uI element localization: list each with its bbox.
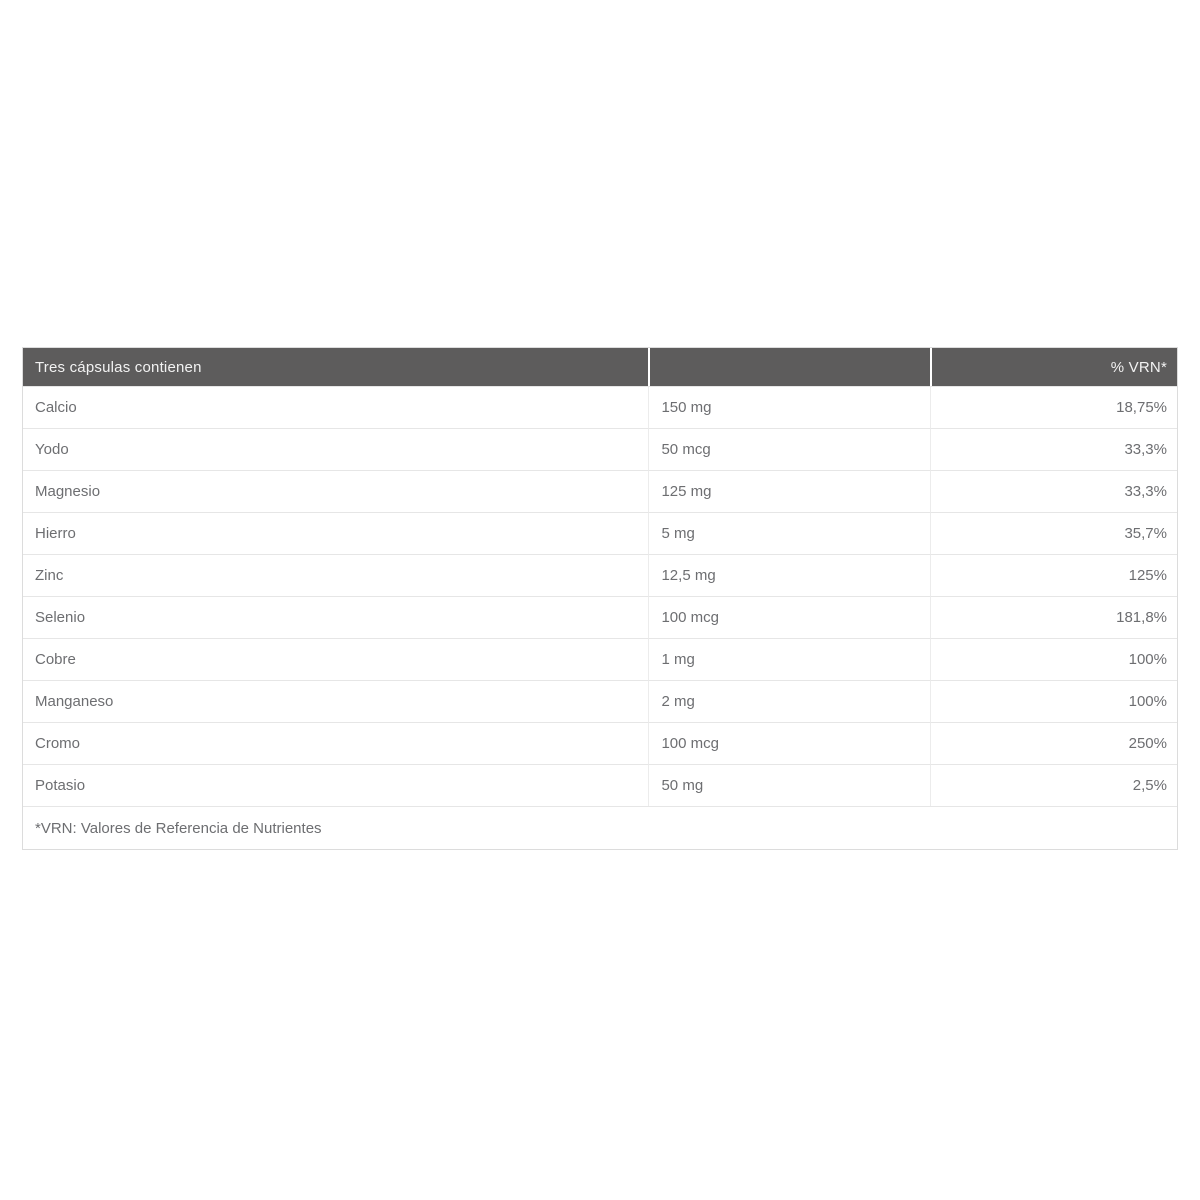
nutrient-vrn: 250% (930, 722, 1177, 764)
nutrient-amount: 100 mcg (648, 722, 930, 764)
nutrient-amount: 50 mg (648, 764, 930, 806)
nutrient-name: Cobre (23, 638, 648, 680)
table-row (23, 638, 1177, 680)
nutrient-vrn: 33,3% (930, 470, 1177, 512)
nutrient-vrn: 2,5% (930, 764, 1177, 806)
nutrient-name: Potasio (23, 764, 648, 806)
table-row (23, 428, 1177, 470)
nutrient-vrn: 181,8% (930, 596, 1177, 638)
nutrient-name: Selenio (23, 596, 648, 638)
nutrient-amount: 2 mg (648, 680, 930, 722)
nutrient-amount: 1 mg (648, 638, 930, 680)
table-row (23, 512, 1177, 554)
nutrition-table-container (22, 347, 1178, 850)
nutrient-name: Hierro (23, 512, 648, 554)
table-row (23, 470, 1177, 512)
footnote-row (23, 806, 1177, 849)
nutrient-name: Cromo (23, 722, 648, 764)
vrn-footnote: *VRN: Valores de Referencia de Nutrientes (23, 806, 1177, 849)
header-serving-label: Tres cápsulas contienen (23, 348, 648, 386)
nutrient-vrn: 35,7% (930, 512, 1177, 554)
nutrition-facts-table (22, 347, 1178, 850)
nutrient-vrn: 100% (930, 638, 1177, 680)
table-row (23, 722, 1177, 764)
table-row (23, 764, 1177, 806)
nutrient-amount: 125 mg (648, 470, 930, 512)
nutrient-name: Magnesio (23, 470, 648, 512)
table-row (23, 386, 1177, 428)
table-header-row (23, 348, 1177, 386)
nutrient-vrn: 125% (930, 554, 1177, 596)
table-row (23, 554, 1177, 596)
nutrient-vrn: 100% (930, 680, 1177, 722)
nutrient-amount: 12,5 mg (648, 554, 930, 596)
header-vrn-label: % VRN* (930, 348, 1177, 386)
table-row (23, 596, 1177, 638)
nutrient-amount: 150 mg (648, 386, 930, 428)
nutrient-amount: 50 mcg (648, 428, 930, 470)
nutrient-name: Zinc (23, 554, 648, 596)
nutrient-vrn: 33,3% (930, 428, 1177, 470)
nutrient-name: Manganeso (23, 680, 648, 722)
nutrient-amount: 5 mg (648, 512, 930, 554)
nutrient-name: Yodo (23, 428, 648, 470)
header-amount-label (648, 348, 930, 386)
table-row (23, 680, 1177, 722)
nutrient-amount: 100 mcg (648, 596, 930, 638)
nutrient-vrn: 18,75% (930, 386, 1177, 428)
nutrient-name: Calcio (23, 386, 648, 428)
